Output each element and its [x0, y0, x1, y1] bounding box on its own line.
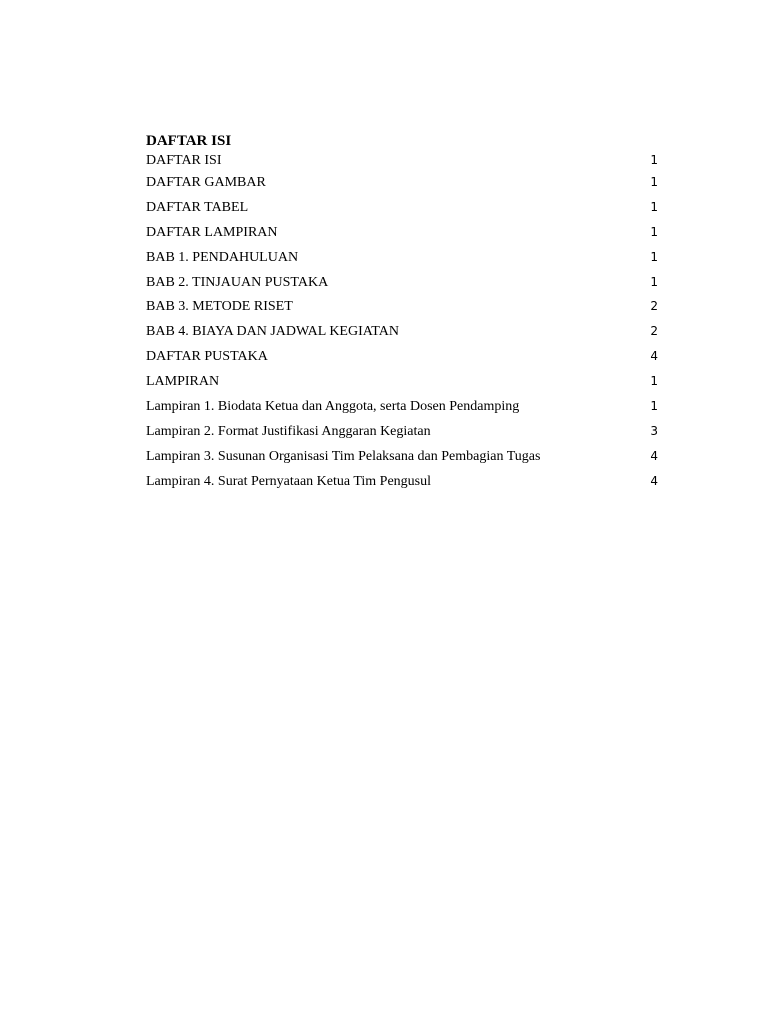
- toc-entry-page: 1: [650, 153, 658, 167]
- toc-entry[interactable]: [146, 322, 658, 347]
- toc-entry-page: 4: [650, 349, 658, 364]
- toc-entry-label: Lampiran 4. Surat Pernyataan Ketua Tim Pengusul: [146, 473, 432, 489]
- toc-entry[interactable]: [146, 472, 658, 497]
- toc-entry-page: 1: [650, 274, 658, 289]
- toc-entry-page: 1: [650, 249, 658, 264]
- toc-entry-label: DAFTAR ISI: [146, 153, 222, 168]
- toc-entry-label: LAMPIRAN: [146, 374, 220, 390]
- toc-entry-label: BAB 1. PENDAHULUAN: [146, 249, 299, 265]
- toc-entry-page: 2: [650, 324, 658, 339]
- toc-entry-page: 4: [650, 448, 658, 463]
- toc-entry-label: BAB 3. METODE RISET: [146, 299, 293, 315]
- toc-entry[interactable]: [146, 273, 658, 298]
- toc-entry[interactable]: [146, 397, 658, 422]
- toc-entry-page: 1: [650, 199, 658, 214]
- toc-entry[interactable]: [146, 372, 658, 397]
- toc-entry-label: DAFTAR TABEL: [146, 199, 249, 215]
- toc-entry[interactable]: [146, 422, 658, 447]
- toc-heading: DAFTAR ISI: [146, 133, 232, 149]
- toc-entry[interactable]: [146, 447, 658, 472]
- toc-entry-label: DAFTAR GAMBAR: [146, 175, 266, 190]
- toc-list: [146, 151, 658, 497]
- toc-entry-label: Lampiran 3. Susunan Organisasi Tim Pelaksana dan Pembagian Tugas: [146, 448, 541, 464]
- toc-entry[interactable]: [146, 223, 658, 248]
- toc-entry-label: DAFTAR LAMPIRAN: [146, 224, 278, 240]
- toc-entry[interactable]: [146, 151, 658, 173]
- toc-entry-label: Lampiran 1. Biodata Ketua dan Anggota, serta Dosen Pendamping: [146, 399, 520, 415]
- toc-entry[interactable]: [146, 347, 658, 372]
- toc-entry[interactable]: [146, 173, 658, 198]
- toc-entry-label: DAFTAR PUSTAKA: [146, 349, 268, 365]
- toc-entry-page: 2: [650, 299, 658, 314]
- toc-entry[interactable]: [146, 297, 658, 322]
- toc-entry-page: 4: [650, 473, 658, 488]
- toc-entry[interactable]: [146, 248, 658, 273]
- toc-entry-label: BAB 2. TINJAUAN PUSTAKA: [146, 274, 329, 290]
- toc-entry-page: 1: [650, 224, 658, 239]
- toc-entry-page: 3: [650, 423, 658, 438]
- table-of-contents: [146, 131, 658, 497]
- toc-entry-label: Lampiran 2. Format Justifikasi Anggaran Kegiatan: [146, 423, 431, 439]
- toc-entry[interactable]: [146, 198, 658, 223]
- toc-entry-page: 1: [650, 399, 658, 414]
- toc-entry-page: 1: [650, 374, 658, 389]
- toc-entry-label: BAB 4. BIAYA DAN JADWAL KEGIATAN: [146, 324, 399, 340]
- toc-entry-page: 1: [650, 175, 658, 189]
